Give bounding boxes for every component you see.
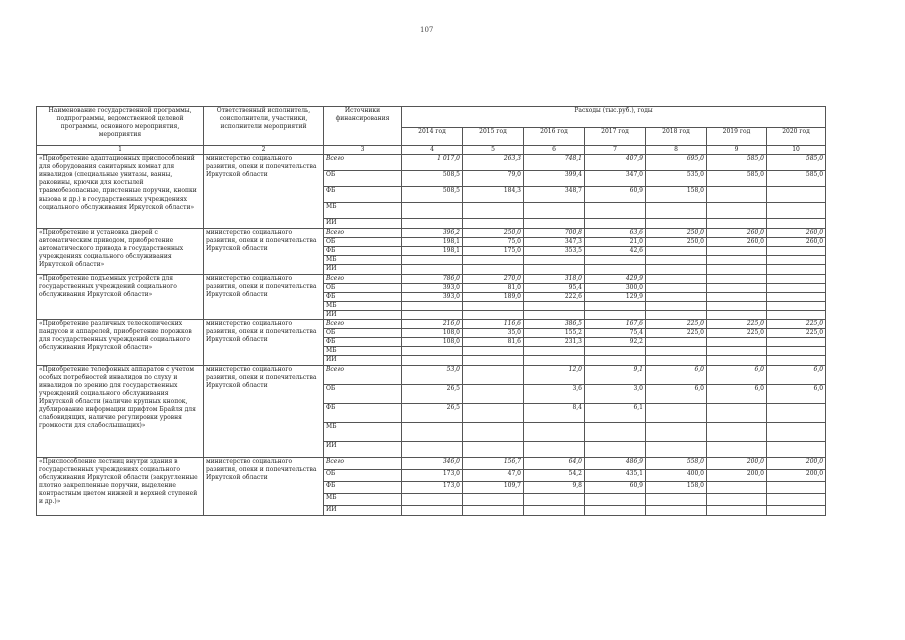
expense-value xyxy=(646,338,707,347)
expense-value xyxy=(585,256,646,265)
expense-value: 250,0 xyxy=(646,238,707,247)
column-number: 7 xyxy=(585,146,646,155)
table-row xyxy=(37,457,826,469)
expense-value xyxy=(646,203,707,219)
header-executor: Ответственный исполнитель, соисполнители, участники, исполнители мероприятий xyxy=(204,107,324,146)
year-header: 2020 год xyxy=(767,128,826,146)
expense-value xyxy=(707,481,767,493)
budget-table xyxy=(36,106,826,516)
expense-value xyxy=(585,493,646,505)
expense-value: 386,5 xyxy=(524,320,585,329)
expense-value xyxy=(646,247,707,256)
expense-value: 700,8 xyxy=(524,229,585,238)
expense-value: 6,1 xyxy=(585,403,646,422)
table-row xyxy=(37,155,826,171)
expense-value: 47,0 xyxy=(463,469,524,481)
expense-value xyxy=(402,356,463,365)
expense-value: 558,0 xyxy=(646,457,707,469)
expense-value xyxy=(463,347,524,356)
column-number: 8 xyxy=(646,146,707,155)
funding-source: МБ xyxy=(324,301,402,310)
measure-executor: министерство социального развития, опеки и попечительства Иркутской области xyxy=(204,457,324,515)
expense-value: 585,0 xyxy=(767,171,826,187)
expense-value: 225,0 xyxy=(707,320,767,329)
expense-value: 260,0 xyxy=(707,238,767,247)
expense-value: 75,0 xyxy=(463,238,524,247)
expense-value: 92,2 xyxy=(585,338,646,347)
expense-value xyxy=(463,219,524,229)
expense-value: 508,5 xyxy=(402,171,463,187)
expense-value xyxy=(646,356,707,365)
funding-source: ОБ xyxy=(324,384,402,403)
expense-value xyxy=(767,187,826,203)
year-header: 2014 год xyxy=(402,128,463,146)
expense-value xyxy=(585,219,646,229)
expense-value xyxy=(707,203,767,219)
funding-source: Всего xyxy=(324,229,402,238)
expense-value: 173,0 xyxy=(402,469,463,481)
expense-value: 26,5 xyxy=(402,403,463,422)
expense-value xyxy=(402,203,463,219)
expense-value: 200,0 xyxy=(707,457,767,469)
expense-value xyxy=(402,493,463,505)
expense-value: 3,6 xyxy=(524,384,585,403)
expense-value: 748,1 xyxy=(524,155,585,171)
table-body xyxy=(37,155,826,515)
expense-value xyxy=(707,292,767,301)
expense-value xyxy=(585,301,646,310)
expense-value xyxy=(402,441,463,457)
funding-source: ФБ xyxy=(324,187,402,203)
column-number: 9 xyxy=(707,146,767,155)
expense-value xyxy=(707,256,767,265)
expense-value xyxy=(524,265,585,274)
expense-value: 26,5 xyxy=(402,384,463,403)
expense-value xyxy=(463,403,524,422)
expense-value: 79,0 xyxy=(463,171,524,187)
expense-value: 222,6 xyxy=(524,292,585,301)
expense-value: 263,3 xyxy=(463,155,524,171)
expense-value xyxy=(524,301,585,310)
expense-value: 6,0 xyxy=(707,365,767,384)
expense-value: 346,0 xyxy=(402,457,463,469)
expense-value xyxy=(402,219,463,229)
expense-value: 129,9 xyxy=(585,292,646,301)
year-header: 2018 год xyxy=(646,128,707,146)
expense-value xyxy=(707,283,767,292)
expense-value: 6,0 xyxy=(707,384,767,403)
column-number: 2 xyxy=(204,146,324,155)
measure-title: «Приобретение телефонных аппаратов с учетом особых потребностей инвалидов по слуху и инвалидов по зрению для государственных учреждений социального обслуживания Иркутской области (наличие крупных кнопок, дублирование информации шрифтом Брайля для слабовидящих, наличие регулировки уровня громкости для слабослышащих)» xyxy=(37,365,204,457)
expense-value xyxy=(646,310,707,319)
column-number: 6 xyxy=(524,146,585,155)
funding-source: ИИ xyxy=(324,265,402,274)
header-source: Источники финансирования xyxy=(324,107,402,146)
expense-value: 585,0 xyxy=(767,155,826,171)
expense-value: 75,4 xyxy=(585,329,646,338)
expense-value xyxy=(585,265,646,274)
measure-title: «Приобретение различных телескопических пандусов и аппарелей, приобретение порожков для государственных учреждений социального обслуживания Иркутской области» xyxy=(37,320,204,365)
funding-source: ИИ xyxy=(324,356,402,365)
expense-value: 42,6 xyxy=(585,247,646,256)
expense-value xyxy=(707,310,767,319)
funding-source: ИИ xyxy=(324,505,402,515)
funding-source: ФБ xyxy=(324,292,402,301)
expense-value xyxy=(767,301,826,310)
expense-value: 21,0 xyxy=(585,238,646,247)
expense-value: 225,0 xyxy=(707,329,767,338)
expense-value: 63,6 xyxy=(585,229,646,238)
expense-value xyxy=(707,493,767,505)
funding-source: ОБ xyxy=(324,329,402,338)
page-number: 107 xyxy=(420,26,434,34)
expense-value: 155,2 xyxy=(524,329,585,338)
expense-value xyxy=(767,219,826,229)
funding-source: ИИ xyxy=(324,219,402,229)
funding-source: ИИ xyxy=(324,310,402,319)
expense-value xyxy=(707,505,767,515)
expense-value: 225,0 xyxy=(646,329,707,338)
expense-value xyxy=(707,403,767,422)
expense-value xyxy=(707,265,767,274)
expense-value xyxy=(767,505,826,515)
expense-value xyxy=(402,505,463,515)
year-header: 2016 год xyxy=(524,128,585,146)
expense-value xyxy=(463,365,524,384)
expense-value: 6,0 xyxy=(646,365,707,384)
expense-value: 175,0 xyxy=(463,247,524,256)
expense-value: 95,4 xyxy=(524,283,585,292)
expense-value: 231,3 xyxy=(524,338,585,347)
expense-value xyxy=(524,219,585,229)
column-number: 10 xyxy=(767,146,826,155)
expense-value: 158,0 xyxy=(646,187,707,203)
expense-value: 393,0 xyxy=(402,283,463,292)
header-expenses: Расходы (тыс.руб.), годы xyxy=(402,107,826,128)
expense-value: 300,0 xyxy=(585,283,646,292)
expense-value xyxy=(767,403,826,422)
expense-value xyxy=(463,203,524,219)
expense-value xyxy=(524,422,585,441)
expense-value xyxy=(646,422,707,441)
expense-value: 393,0 xyxy=(402,292,463,301)
expense-value xyxy=(767,310,826,319)
expense-value xyxy=(463,493,524,505)
funding-source: МБ xyxy=(324,493,402,505)
expense-value: 81,0 xyxy=(463,283,524,292)
funding-source: ФБ xyxy=(324,403,402,422)
expense-value xyxy=(463,384,524,403)
expense-value: 198,1 xyxy=(402,238,463,247)
expense-value xyxy=(463,301,524,310)
funding-source: МБ xyxy=(324,256,402,265)
funding-source: ФБ xyxy=(324,338,402,347)
expense-value: 250,0 xyxy=(646,229,707,238)
expense-value: 35,0 xyxy=(463,329,524,338)
expense-value xyxy=(646,256,707,265)
expense-value: 318,0 xyxy=(524,274,585,283)
expense-value xyxy=(767,356,826,365)
funding-source: МБ xyxy=(324,347,402,356)
measure-title: «Приспособление лестниц внутри здания в государственных учреждениях социального обслуживания Иркутской области (закругленные плотно закрепленные поручни, выделение контрастным цветом нижней и верхней ступеней и др.)» xyxy=(37,457,204,515)
expense-value xyxy=(707,338,767,347)
expense-value: 225,0 xyxy=(646,320,707,329)
expense-value xyxy=(767,481,826,493)
expense-value xyxy=(524,356,585,365)
expense-value xyxy=(463,256,524,265)
funding-source: Всего xyxy=(324,155,402,171)
expense-value xyxy=(707,247,767,256)
expense-value: 6,0 xyxy=(646,384,707,403)
expense-value: 6,0 xyxy=(767,384,826,403)
expense-value xyxy=(524,256,585,265)
expense-value xyxy=(402,347,463,356)
expense-value xyxy=(463,310,524,319)
expense-value xyxy=(646,283,707,292)
expense-value xyxy=(463,356,524,365)
expense-value xyxy=(402,256,463,265)
expense-value xyxy=(646,265,707,274)
table-row xyxy=(37,229,826,238)
expense-value xyxy=(767,422,826,441)
expense-value xyxy=(585,347,646,356)
funding-source: ОБ xyxy=(324,171,402,187)
expense-value xyxy=(707,274,767,283)
expense-value xyxy=(524,441,585,457)
expense-value: 173,0 xyxy=(402,481,463,493)
expense-value: 64,0 xyxy=(524,457,585,469)
expense-value: 12,0 xyxy=(524,365,585,384)
expense-value: 585,0 xyxy=(707,171,767,187)
measure-title: «Приобретение подъемных устройств для государственных учреждений социального обслуживания Иркутской области» xyxy=(37,274,204,319)
expense-value xyxy=(767,347,826,356)
expense-value: 353,5 xyxy=(524,247,585,256)
funding-source: ОБ xyxy=(324,469,402,481)
funding-source: ФБ xyxy=(324,247,402,256)
expense-value: 429,9 xyxy=(585,274,646,283)
expense-value: 786,0 xyxy=(402,274,463,283)
expense-value: 8,4 xyxy=(524,403,585,422)
expense-value: 167,6 xyxy=(585,320,646,329)
funding-source: МБ xyxy=(324,422,402,441)
table-row xyxy=(37,274,826,283)
funding-source: ОБ xyxy=(324,283,402,292)
expense-value xyxy=(524,493,585,505)
year-header: 2019 год xyxy=(707,128,767,146)
expense-value: 695,0 xyxy=(646,155,707,171)
funding-source: Всего xyxy=(324,320,402,329)
funding-source: Всего xyxy=(324,274,402,283)
expense-value: 116,6 xyxy=(463,320,524,329)
expense-value: 260,0 xyxy=(767,229,826,238)
expense-value: 60,9 xyxy=(585,187,646,203)
expense-value xyxy=(767,256,826,265)
table-row xyxy=(37,365,826,384)
expense-value xyxy=(463,441,524,457)
expense-value xyxy=(585,310,646,319)
expense-value: 250,0 xyxy=(463,229,524,238)
expense-value xyxy=(707,356,767,365)
expense-value xyxy=(646,493,707,505)
column-number: 5 xyxy=(463,146,524,155)
column-number: 1 xyxy=(37,146,204,155)
expense-value xyxy=(707,422,767,441)
expense-value xyxy=(707,301,767,310)
expense-value xyxy=(463,422,524,441)
expense-value: 508,5 xyxy=(402,187,463,203)
expense-value: 270,0 xyxy=(463,274,524,283)
expense-value xyxy=(646,403,707,422)
expense-value xyxy=(585,505,646,515)
measure-executor: министерство социального развития, опеки и попечительства Иркутской области xyxy=(204,365,324,457)
expense-value: 53,0 xyxy=(402,365,463,384)
expense-value xyxy=(646,441,707,457)
expense-value: 347,0 xyxy=(585,171,646,187)
expense-value xyxy=(646,274,707,283)
expense-value: 6,0 xyxy=(767,365,826,384)
expense-value xyxy=(585,422,646,441)
expense-value xyxy=(707,347,767,356)
expense-value: 184,3 xyxy=(463,187,524,203)
funding-source: ИИ xyxy=(324,441,402,457)
expense-value xyxy=(767,338,826,347)
expense-value: 189,0 xyxy=(463,292,524,301)
column-number: 3 xyxy=(324,146,402,155)
expense-value xyxy=(524,203,585,219)
expense-value xyxy=(646,292,707,301)
expense-value xyxy=(402,301,463,310)
expense-value xyxy=(767,493,826,505)
expense-value: 225,0 xyxy=(767,329,826,338)
expense-value: 407,9 xyxy=(585,155,646,171)
measure-executor: министерство социального развития, опеки и попечительства Иркутской области xyxy=(204,229,324,274)
expense-value: 200,0 xyxy=(767,469,826,481)
expense-value: 347,3 xyxy=(524,238,585,247)
expense-value xyxy=(646,347,707,356)
expense-value: 198,1 xyxy=(402,247,463,256)
expense-value: 158,0 xyxy=(646,481,707,493)
expense-value xyxy=(767,283,826,292)
measure-title: «Приобретение адаптационных приспособлений для оборудования санитарных комнат для инвалидов (специальные унитазы, ванны, раковины, крючки для костылей травмобезопасные, пристенные поручни, кнопки вызова и др.) в государственных учреждениях социального обслуживания Иркутской области» xyxy=(37,155,204,229)
expense-value: 396,2 xyxy=(402,229,463,238)
expense-value: 81,6 xyxy=(463,338,524,347)
expense-value xyxy=(402,265,463,274)
expense-value: 260,0 xyxy=(767,238,826,247)
expense-value: 535,0 xyxy=(646,171,707,187)
expense-value: 108,0 xyxy=(402,329,463,338)
measure-executor: министерство социального развития, опеки и попечительства Иркутской области xyxy=(204,155,324,229)
expense-value: 3,0 xyxy=(585,384,646,403)
expense-value xyxy=(463,265,524,274)
expense-value: 400,0 xyxy=(646,469,707,481)
expense-value: 585,0 xyxy=(707,155,767,171)
expense-value: 200,0 xyxy=(767,457,826,469)
expense-value: 225,0 xyxy=(767,320,826,329)
expense-value: 1 017,0 xyxy=(402,155,463,171)
header-program: Наименование государственной программы, подпрограммы, ведомственной целевой программы, основного мероприятия, мероприятия xyxy=(37,107,204,146)
expense-value xyxy=(767,247,826,256)
expense-value xyxy=(402,310,463,319)
year-header: 2017 год xyxy=(585,128,646,146)
expense-value xyxy=(524,347,585,356)
expense-value xyxy=(585,441,646,457)
expense-value xyxy=(707,219,767,229)
expense-value: 9,8 xyxy=(524,481,585,493)
expense-value: 399,4 xyxy=(524,171,585,187)
funding-source: Всего xyxy=(324,365,402,384)
expense-value xyxy=(767,292,826,301)
expense-value xyxy=(524,505,585,515)
expense-value xyxy=(646,505,707,515)
expense-value: 200,0 xyxy=(707,469,767,481)
expense-value xyxy=(707,441,767,457)
expense-value: 348,7 xyxy=(524,187,585,203)
expense-value: 216,0 xyxy=(402,320,463,329)
expense-value: 60,9 xyxy=(585,481,646,493)
expense-value: 108,0 xyxy=(402,338,463,347)
table-row xyxy=(37,320,826,329)
measure-executor: министерство социального развития, опеки и попечительства Иркутской области xyxy=(204,274,324,319)
funding-source: Всего xyxy=(324,457,402,469)
expense-value: 486,9 xyxy=(585,457,646,469)
expense-value xyxy=(707,187,767,203)
funding-source: МБ xyxy=(324,203,402,219)
expense-value: 260,0 xyxy=(707,229,767,238)
year-header: 2015 год xyxy=(463,128,524,146)
funding-source: ФБ xyxy=(324,481,402,493)
expense-value: 435,1 xyxy=(585,469,646,481)
expense-value: 9,1 xyxy=(585,365,646,384)
expense-value xyxy=(767,274,826,283)
expense-value xyxy=(767,203,826,219)
funding-source: ОБ xyxy=(324,238,402,247)
expense-value xyxy=(646,301,707,310)
expense-value xyxy=(767,265,826,274)
expense-value xyxy=(646,219,707,229)
measure-title: «Приобретение и установка дверей с автоматическим приводом, приобретение автоматического привода в государственных учреждениях социального обслуживания Иркутской области» xyxy=(37,229,204,274)
expense-value xyxy=(767,441,826,457)
expense-value xyxy=(585,203,646,219)
expense-value xyxy=(585,356,646,365)
measure-executor: министерство социального развития, опеки и попечительства Иркутской области xyxy=(204,320,324,365)
expense-value: 54,2 xyxy=(524,469,585,481)
expense-value: 109,7 xyxy=(463,481,524,493)
column-number: 4 xyxy=(402,146,463,155)
expense-value xyxy=(463,505,524,515)
expense-value: 156,7 xyxy=(463,457,524,469)
expense-value xyxy=(402,422,463,441)
expense-value xyxy=(524,310,585,319)
